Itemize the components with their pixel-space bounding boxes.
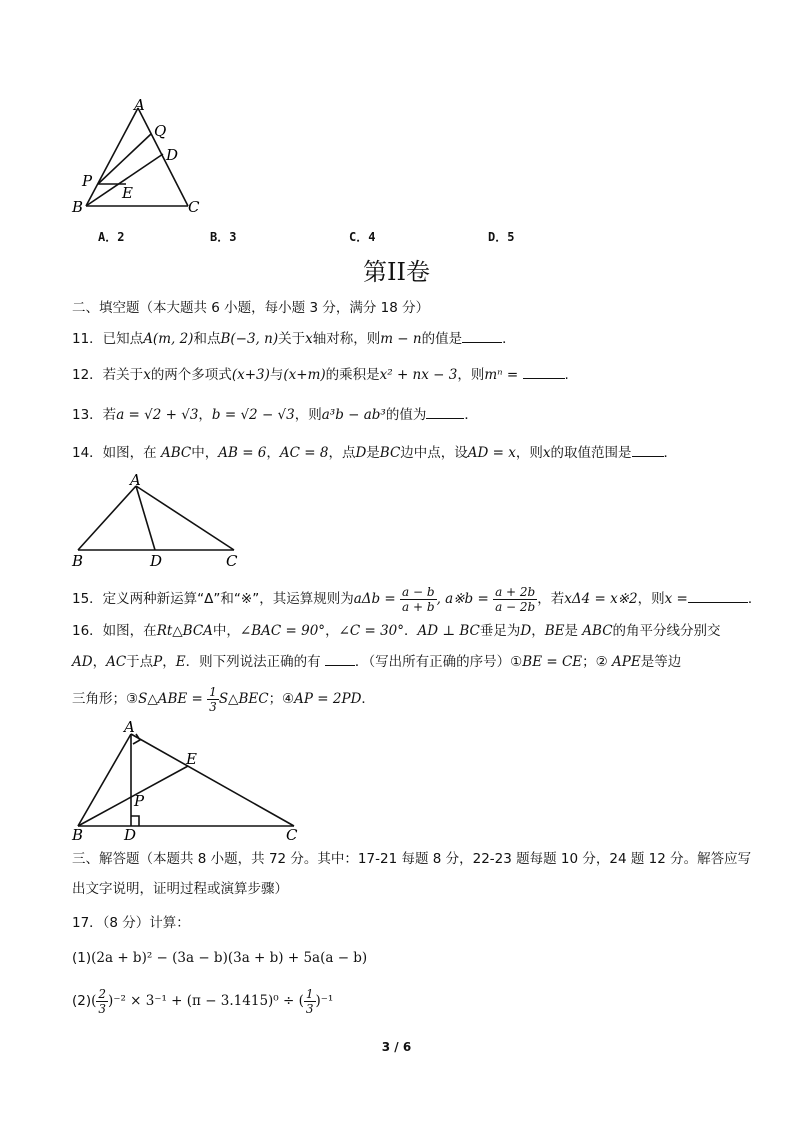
fraction-star: $\frac{a + 2b}{a - 2b}$ xyxy=(495,584,536,614)
label-d: D xyxy=(124,826,137,844)
answer-blank-11 xyxy=(462,329,502,343)
label-a: A xyxy=(124,718,135,736)
label-d: D xyxy=(150,552,163,570)
label-b: B xyxy=(72,198,84,216)
question-14: 14．如图，在 ABC中，AB = 6，AC = 8，点D是BC边中点，设AD = x，则x的取值范围是 ． xyxy=(72,445,678,461)
question-17-part-2: (2)( $\frac{2}{3}$ )⁻² × 3⁻¹ + (π − 3.1415)⁰ ÷ ( $\frac{1}{3}$ )⁻¹ xyxy=(72,986,334,1016)
question-15: 15．定义两种新运算“Δ”和“※”，其运算规则为aΔb = $\frac{a - b}{a + b}$ , a※b = $\frac{a + 2b}{a - 2b}$ ，若xΔ4 = x※2，则x = ． xyxy=(72,584,762,614)
fraction-one-third: $\frac{1}{3}$ xyxy=(209,684,217,714)
label-d: D xyxy=(166,146,179,164)
question-16-line-2: AD，AC于点P，E．则下列说法正确的有 ．（写出所有正确的序号）①BE = CE；② APE是等边 xyxy=(72,654,682,670)
label-p: P xyxy=(134,792,145,810)
question-12: 12．若关于x的两个多项式(x+3)与(x+m)的乘积是x² + nx − 3，则mⁿ = . xyxy=(72,367,569,383)
label-c: C xyxy=(188,198,200,216)
answer-blank-15 xyxy=(688,589,748,603)
fraction-one-third-b: $\frac{1}{3}$ xyxy=(305,986,314,1016)
option-b: B．3 xyxy=(210,230,237,244)
section-2-heading: 二、填空题（本大题共 6 小题，每小题 3 分，满分 18 分） xyxy=(72,300,430,316)
question-17-heading: 17．（8 分）计算： xyxy=(72,915,190,931)
section-3-heading-line-1: 三、解答题（本题共 8 小题，共 72 分。其中：17-21 每题 8 分，22-23 题每题 10 分，24 题 12 分。解答应写 xyxy=(72,851,752,867)
label-e: E xyxy=(122,184,133,202)
label-b: B xyxy=(72,552,84,570)
figure-triangle-pqde xyxy=(66,96,216,218)
label-b: B xyxy=(72,826,84,844)
answer-blank-12 xyxy=(523,365,565,379)
question-11: 11．已知点A(m, 2)和点B(−3, n)关于x轴对称，则m − n的值是 ． xyxy=(72,331,516,347)
option-c: C．4 xyxy=(349,230,376,244)
question-13: 13．若a = √2 + √3，b = √2 − √3，则a³b − ab³的值为 ． xyxy=(72,407,478,423)
option-a: A．2 xyxy=(98,230,125,244)
fraction-delta: $\frac{a - b}{a + b}$ xyxy=(402,584,435,614)
answer-blank-13 xyxy=(426,405,464,419)
option-d: D．5 xyxy=(488,230,515,244)
question-17-part-1: (1)(2a + b)² − (3a − b)(3a + b) + 5a(a − b) xyxy=(72,950,368,966)
section-3-heading-line-2: 出文字说明，证明过程或演算步骤） xyxy=(72,881,288,897)
label-c: C xyxy=(226,552,238,570)
question-16-line-1: 16．如图，在Rt△BCA中，∠BAC = 90°，∠C = 30°．AD ⊥ BC垂足为D，BE是 ABC的角平分线分别交 xyxy=(72,623,721,639)
figure-right-triangle-bisector xyxy=(66,718,316,846)
label-p: P xyxy=(82,172,93,190)
page-number: 3 / 6 xyxy=(381,1040,412,1054)
label-a: A xyxy=(134,96,145,114)
volume-title: 第II卷 xyxy=(363,258,430,286)
question-16-line-3: 三角形；③S△ABE = $\frac{1}{3}$ S△BEC；④AP = 2PD． xyxy=(72,684,375,714)
label-c: C xyxy=(286,826,298,844)
answer-blank-14 xyxy=(632,443,664,457)
figure-triangle-abc-median xyxy=(66,472,256,570)
fraction-two-thirds: $\frac{2}{3}$ xyxy=(98,986,107,1016)
label-q: Q xyxy=(154,122,167,140)
label-a: A xyxy=(130,472,141,489)
label-e: E xyxy=(186,750,197,768)
answer-blank-16 xyxy=(325,652,355,666)
